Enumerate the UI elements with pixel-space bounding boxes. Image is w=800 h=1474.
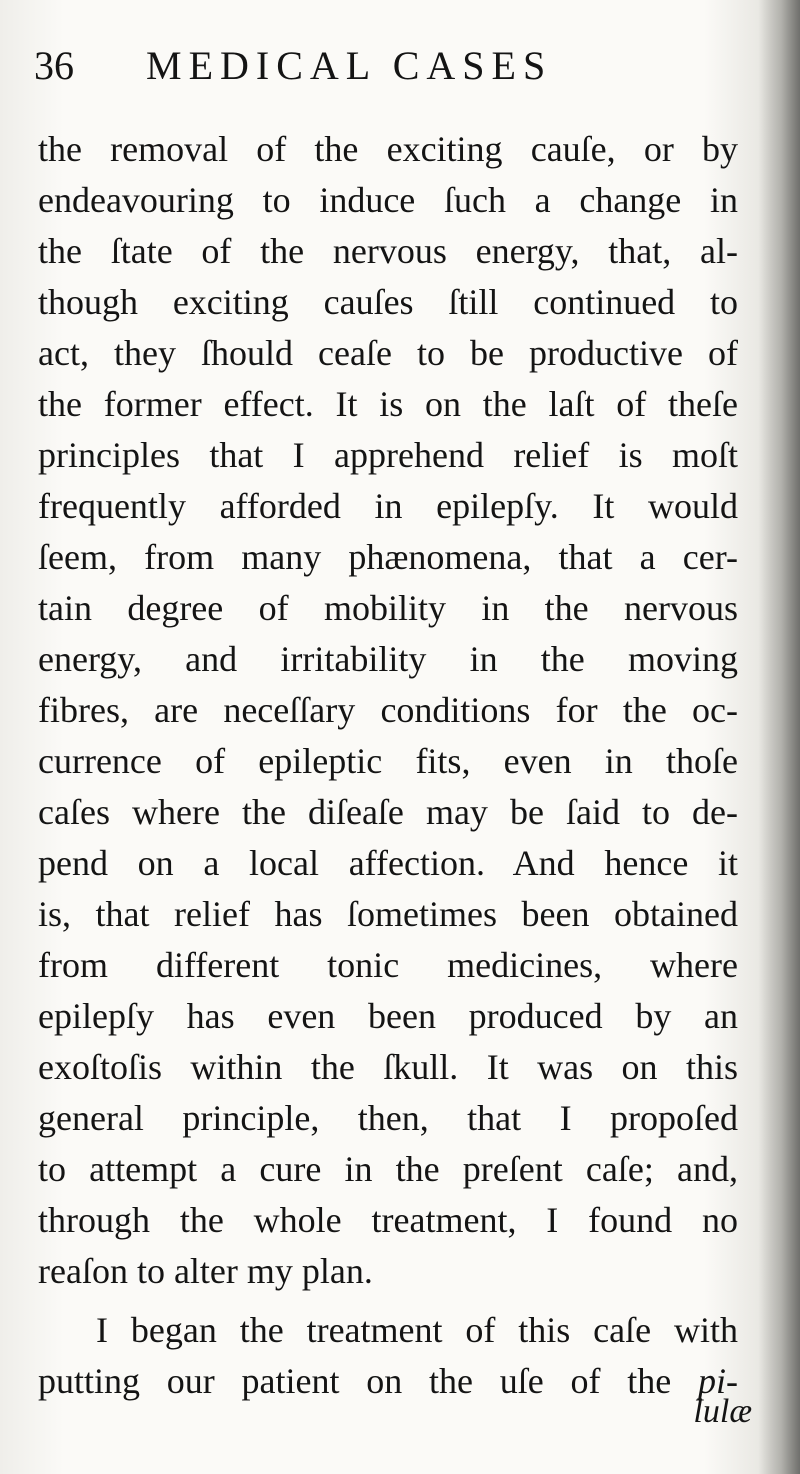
text-line: from different tonic medicines, where xyxy=(38,945,738,985)
text-line: act, they ſhould ceaſe to be productive of xyxy=(38,333,738,373)
text-line: frequently afforded in epilepſy. It would xyxy=(38,486,738,526)
text-line: the removal of the exciting cauſe, or by xyxy=(38,129,738,169)
text-line: the ſtate of the nervous energy, that, al- xyxy=(38,231,738,271)
page-header xyxy=(34,38,754,98)
text-line: though exciting cauſes ſtill continued to xyxy=(38,282,738,322)
text-line: currence of epileptic fits, even in thoſe xyxy=(38,741,738,781)
text-line: the former effect. It is on the laſt of theſe xyxy=(38,384,738,424)
text-line: epilepſy has even been produced by an xyxy=(38,996,738,1036)
italic-word: pi- xyxy=(698,1361,738,1401)
paragraph-first-line: I began the treatment of this caſe with xyxy=(96,1310,738,1350)
text-line: reaſon to alter my plan. xyxy=(38,1251,373,1291)
text-line: tain degree of mobility in the nervous xyxy=(38,588,738,628)
text-line: through the whole treatment, I found no xyxy=(38,1200,738,1240)
text-line: fibres, are neceſſary conditions for the oc- xyxy=(38,690,738,730)
page-gutter-shadow xyxy=(758,0,800,1474)
running-head: MEDICAL CASES xyxy=(146,43,553,88)
text-line: pend on a local affection. And hence it xyxy=(38,843,738,883)
text-line: exoſtoſis within the ſkull. It was on this xyxy=(38,1047,738,1087)
catchword: lulæ xyxy=(693,1393,752,1430)
text-line: to attempt a cure in the preſent caſe; and, xyxy=(38,1149,738,1189)
text-line: general principle, then, that I propoſed xyxy=(38,1098,738,1138)
text-line: ſeem, from many phænomena, that a cer- xyxy=(38,537,738,577)
text-line: energy, and irritability in the moving xyxy=(38,639,738,679)
text-line: endeavouring to induce ſuch a change in xyxy=(38,180,738,220)
paragraph-line-text: putting our patient on the uſe of the xyxy=(38,1361,698,1401)
paragraph-line xyxy=(38,1356,738,1407)
text-line: is, that relief has ſometimes been obtained xyxy=(38,894,738,934)
page-number: 36 xyxy=(34,43,74,88)
text-line: principles that I apprehend relief is moſt xyxy=(38,435,738,475)
text-line: caſes where the diſeaſe may be ſaid to de- xyxy=(38,792,738,832)
body-text xyxy=(38,124,738,1407)
